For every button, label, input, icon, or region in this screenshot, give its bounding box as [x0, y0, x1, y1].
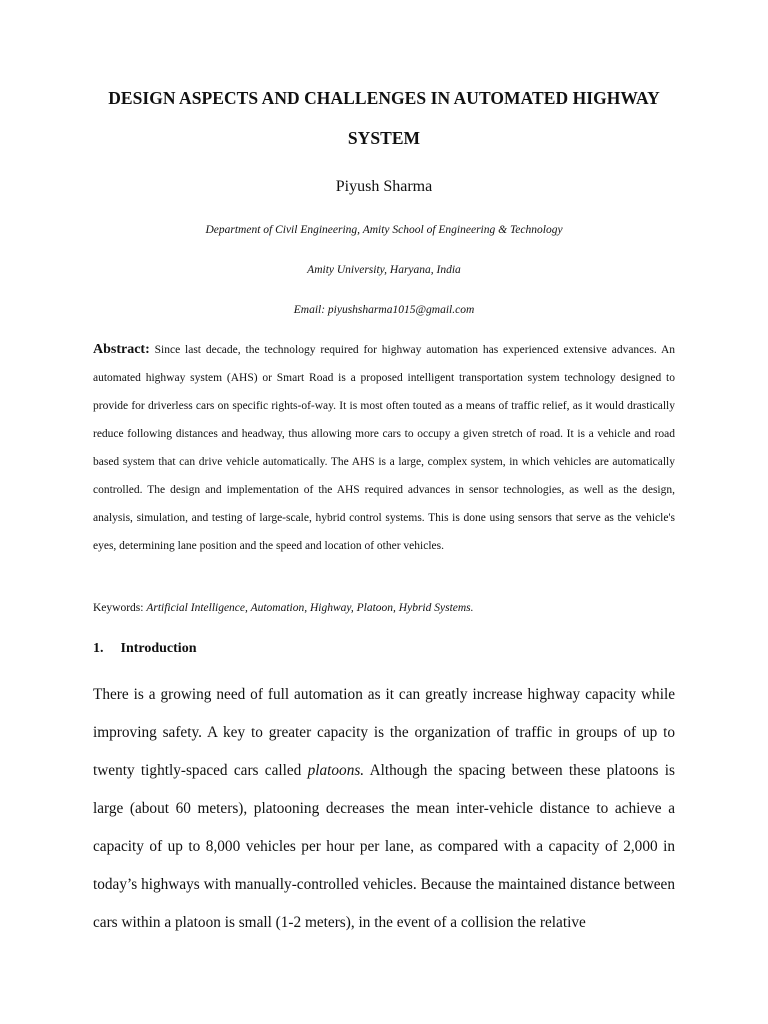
paper-title-line-1: DESIGN ASPECTS AND CHALLENGES IN AUTOMATED HIGHWAY — [108, 88, 660, 108]
author-name: Piyush Sharma — [335, 178, 433, 195]
intro-text-part-1: There is a growing need of full automation as it can greatly increase highway capacity while improving safety. A key to greater capacity is the organization of traffic in groups of up to twenty tightly-spaced cars called — [93, 686, 675, 779]
affiliation-university: Amity University, Haryana, India — [307, 264, 461, 276]
keywords-line — [93, 598, 675, 618]
section-title: Introduction — [120, 641, 197, 656]
abstract-paragraph — [93, 336, 675, 560]
intro-text-part-2: Although the spacing between these platoons is large (about 60 meters), platooning decreases the mean inter-vehicle distance to achieve a capacity of up to 8,000 vehicles per hour per lane, as compared with a capacity of 2,000 in today’s highways with manually-controlled vehicles. Because the maintained distance between cars within a platoon is small (1-2 meters), in the event of a collision the relative — [93, 762, 675, 931]
abstract-text: Since last decade, the technology required for highway automation has experienced extensive advances. An automated highway system (AHS) or Smart Road is a proposed intelligent transportation system technology designed to provide for driverless cars on specific rights-of-way. It is most often touted as a means of traffic relief, as it would drastically reduce following distances and headway, thus allowing more cars to occupy a given stretch of road. It is a vehicle and road based system that can drive vehicle automatically. The AHS is a large, complex system, in which vehicles are automatically controlled. The design and implementation of the AHS required advances in sensor technologies, as well as the design, analysis, simulation, and testing of large-scale, hybrid control systems. This is done using sensors that serve as the vehicle's eyes, determining lane position and the speed and location of other vehicles. — [93, 344, 676, 552]
paper-title-line-2: SYSTEM — [347, 128, 421, 148]
keywords-values: Artificial Intelligence, Automation, Highway, Platoon, Hybrid Systems. — [146, 602, 474, 614]
abstract-label: Abstract: — [93, 342, 150, 357]
introduction-paragraph — [93, 676, 675, 942]
keywords-label: Keywords: — [93, 602, 144, 614]
affiliation-department: Department of Civil Engineering, Amity School of Engineering & Technology — [205, 224, 563, 236]
author-email: Email: piyushsharma1015@gmail.com — [293, 304, 475, 316]
intro-emphasis: platoons. — [307, 762, 365, 779]
section-number: 1. — [93, 641, 104, 656]
section-heading-introduction — [93, 641, 196, 657]
